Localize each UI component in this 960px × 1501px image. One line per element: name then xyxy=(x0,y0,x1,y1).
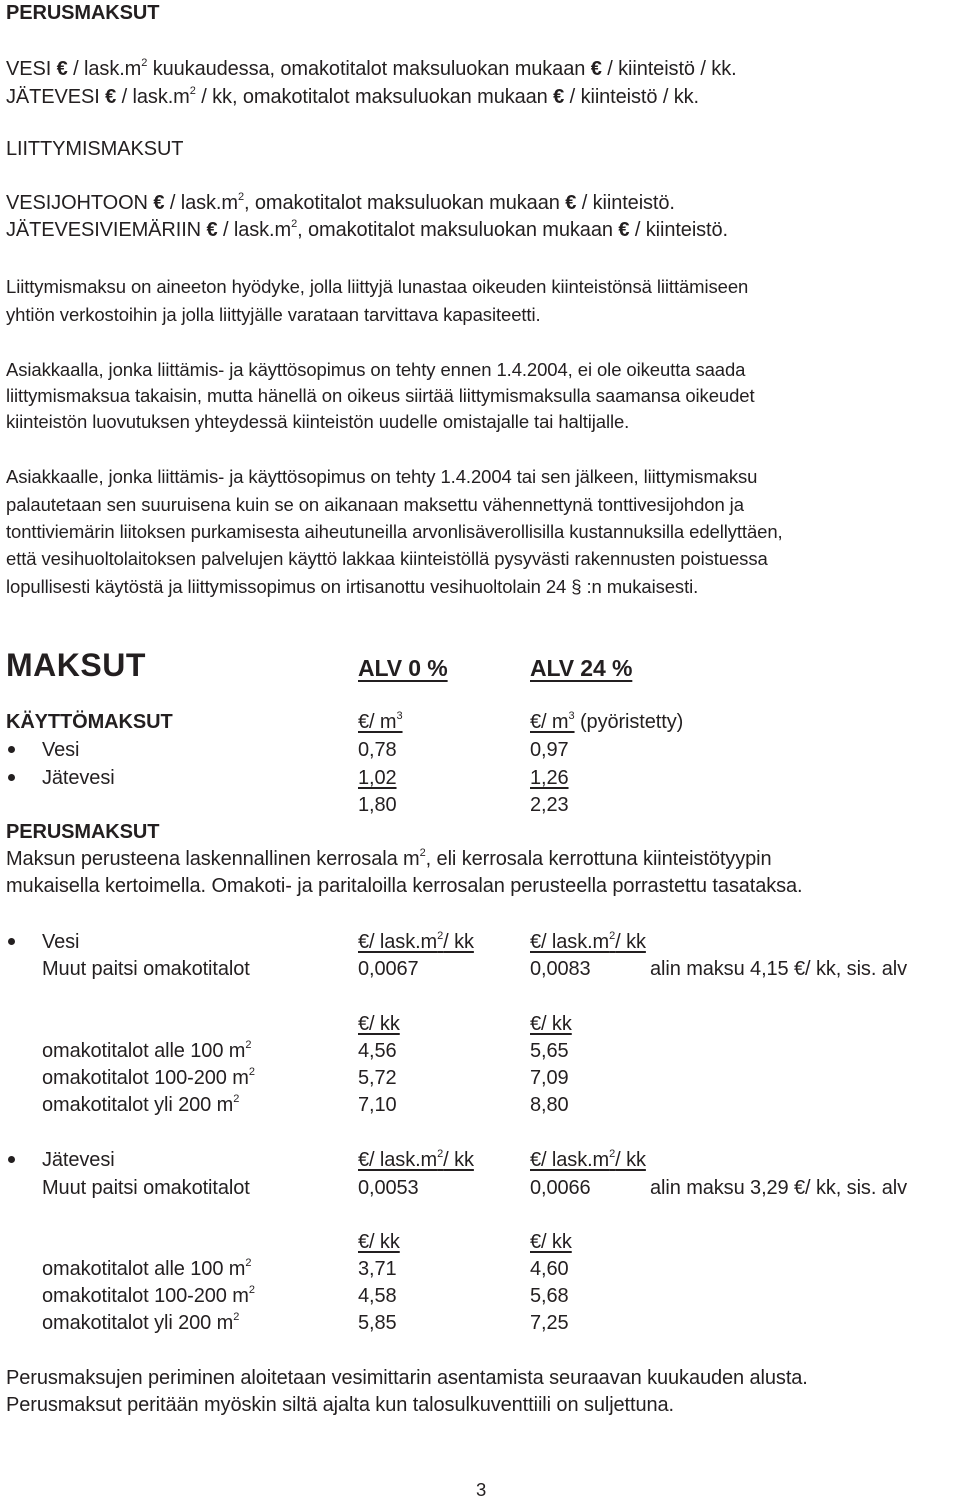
paragraph-line: liittymismaksua takaisin, mutta hänellä on oikeus siirtää liittymismaksulla saamansa oikeudet xyxy=(6,385,755,406)
unit-alv24: €/ $m^3$ (pyöristetty) xyxy=(530,710,684,733)
value-alv0: 0,0053 xyxy=(358,1177,419,1199)
jatevesi-label: Jätevesi xyxy=(42,1149,115,1171)
jatevesiviemariin-line: JÄTEVESIVIEMÄRIIN € / $lask.m^2$, omakotitalot maksuluokan mukaan € / kiinteistö. xyxy=(6,218,728,241)
row-label: Muut paitsi omakotitalot xyxy=(42,1177,250,1199)
min-fee-note: alin maksu 3,29 €/ kk, sis. alv xyxy=(650,1177,908,1199)
value-alv24: 1,26 xyxy=(530,767,569,789)
unit-alv0: €/ $lask.m^2/$ kk xyxy=(358,1148,474,1171)
paragraph-line: tonttiviemärin liitoksen purkamisesta aiheutuneilla arvonlisäverollisilla kustannuksilla edellyttäen, xyxy=(6,521,783,542)
vesi-line: VESI € / $lask.m^2$ kuukaudessa, omakotitalot maksuluokan mukaan € / kiinteistö / kk. xyxy=(6,57,737,80)
unit-alv0: €/ kk xyxy=(358,1013,400,1035)
row-label: Vesi xyxy=(42,739,80,761)
unit-alv24: €/ kk xyxy=(530,1231,572,1253)
perusmaksut-desc-line: mukaisella kertoimella. Omakoti- ja paritaloilla kerrosalan perusteella porrastettu tasataksa. xyxy=(6,875,803,897)
paragraph-line: kiinteistön luovutuksen yhteydessä kiinteistön uudelle omistajalle tai haltijalle. xyxy=(6,411,630,432)
unit-alv0: €/ $m^3$ xyxy=(358,710,403,733)
row-label: Muut paitsi omakotitalot xyxy=(42,958,250,980)
bullet-icon xyxy=(8,746,15,753)
paragraph-line: yhtiön verkostoihin ja jolla liittyjälle varataan tarvittava kapasiteetti. xyxy=(6,304,541,325)
page-number: 3 xyxy=(476,1479,487,1500)
paragraph-line: Asiakkaalle, jonka liittämis- ja käyttösopimus on tehty 1.4.2004 tai sen jälkeen, liittymismaksu xyxy=(6,466,758,487)
column-header-alv24: ALV 24 % xyxy=(530,655,633,681)
value-alv24: 4,60 xyxy=(530,1258,569,1280)
paragraph-line: palautetaan sen suuruisena kuin se on aikanaan maksettu vähennettynä tonttivesijohdon ja xyxy=(6,494,744,515)
value-alv0: 4,58 xyxy=(358,1285,397,1307)
row-label: Jätevesi xyxy=(42,767,115,789)
bullet-icon xyxy=(8,774,15,781)
vesijohtoon-line: VESIJOHTOON € / $lask.m^2$, omakotitalot maksuluokan mukaan € / kiinteistö. xyxy=(6,191,675,214)
value-alv24: 0,0066 xyxy=(530,1177,591,1199)
row-label: omakotitalot yli 200 $m^2$ xyxy=(42,1093,240,1116)
paragraph-line: lopullisesti käytöstä ja liittymissopimus on irtisanottu vesihuoltolain 24 § :n mukaisesti. xyxy=(6,576,699,597)
bullet-icon xyxy=(8,1156,15,1163)
unit-alv0: €/ kk xyxy=(358,1231,400,1253)
value-alv24: 8,80 xyxy=(530,1094,569,1116)
unit-alv0: €/ $lask.m^2/$ kk xyxy=(358,930,474,953)
total-alv0: 1,80 xyxy=(358,794,397,816)
value-alv0: 5,85 xyxy=(358,1312,397,1334)
footer-note: Perusmaksujen periminen aloitetaan vesimittarin asentamista seuraavan kuukauden alusta. xyxy=(6,1367,808,1389)
value-alv24: 5,65 xyxy=(530,1040,569,1062)
value-alv0: 0,78 xyxy=(358,739,397,761)
row-label: omakotitalot 100-200 $m^2$ xyxy=(42,1284,255,1307)
vesi-label: Vesi xyxy=(42,931,80,953)
value-alv24: 0,0083 xyxy=(530,958,591,980)
maksut-title: MAKSUT xyxy=(6,647,146,683)
row-label: omakotitalot alle 100 $m^2$ xyxy=(42,1039,252,1062)
unit-alv24: €/ $lask.m^2/$ kk xyxy=(530,1148,646,1171)
row-label: omakotitalot yli 200 $m^2$ xyxy=(42,1311,240,1334)
value-alv0: 7,10 xyxy=(358,1094,397,1116)
value-alv24: 0,97 xyxy=(530,739,569,761)
footer-note: Perusmaksut peritään myöskin siltä ajalta kun talosulkuventtiili on suljettuna. xyxy=(6,1394,674,1416)
perusmaksut-table-heading: PERUSMAKSUT xyxy=(6,821,160,843)
value-alv0: 4,56 xyxy=(358,1040,397,1062)
paragraph-line: Liittymismaksu on aineeton hyödyke, jolla liittyjä lunastaa oikeuden kiinteistönsä liittämiseen xyxy=(6,276,749,297)
perusmaksut-desc-line: Maksun perusteena laskennallinen kerrosala $m^2$, eli kerrosala kerrottuna kiinteistötyypin xyxy=(6,847,772,870)
value-alv24: 7,09 xyxy=(530,1067,569,1089)
unit-alv24: €/ kk xyxy=(530,1013,572,1035)
value-alv0: 0,0067 xyxy=(358,958,419,980)
total-alv24: 2,23 xyxy=(530,794,569,816)
min-fee-note: alin maksu 4,15 €/ kk, sis. alv xyxy=(650,958,908,980)
column-header-alv0: ALV 0 % xyxy=(358,655,448,681)
perusmaksut-heading: PERUSMAKSUT xyxy=(6,2,160,24)
unit-alv24: €/ $lask.m^2/$ kk xyxy=(530,930,646,953)
row-label: omakotitalot 100-200 $m^2$ xyxy=(42,1066,255,1089)
value-alv0: 1,02 xyxy=(358,767,397,789)
row-label: omakotitalot alle 100 $m^2$ xyxy=(42,1257,252,1280)
paragraph-line: että vesihuoltolaitoksen palvelujen käyttö lakkaa kiinteistöllä pysyvästi rakennusten poistuessa xyxy=(6,548,768,569)
value-alv0: 3,71 xyxy=(358,1258,397,1280)
liittymismaksut-heading: LIITTYMISMAKSUT xyxy=(6,138,184,160)
bullet-icon xyxy=(8,938,15,945)
kayttomaksut-heading: KÄYTTÖMAKSUT xyxy=(6,711,173,733)
value-alv24: 7,25 xyxy=(530,1312,569,1334)
value-alv0: 5,72 xyxy=(358,1067,397,1089)
jatevesi-line: JÄTEVESI € / $lask.m^2$ / kk, omakotitalot maksuluokan mukaan € / kiinteistö / kk. xyxy=(6,85,700,108)
value-alv24: 5,68 xyxy=(530,1285,569,1307)
paragraph-line: Asiakkaalla, jonka liittämis- ja käyttösopimus on tehty ennen 1.4.2004, ei ole oikeutta saada xyxy=(6,359,746,380)
